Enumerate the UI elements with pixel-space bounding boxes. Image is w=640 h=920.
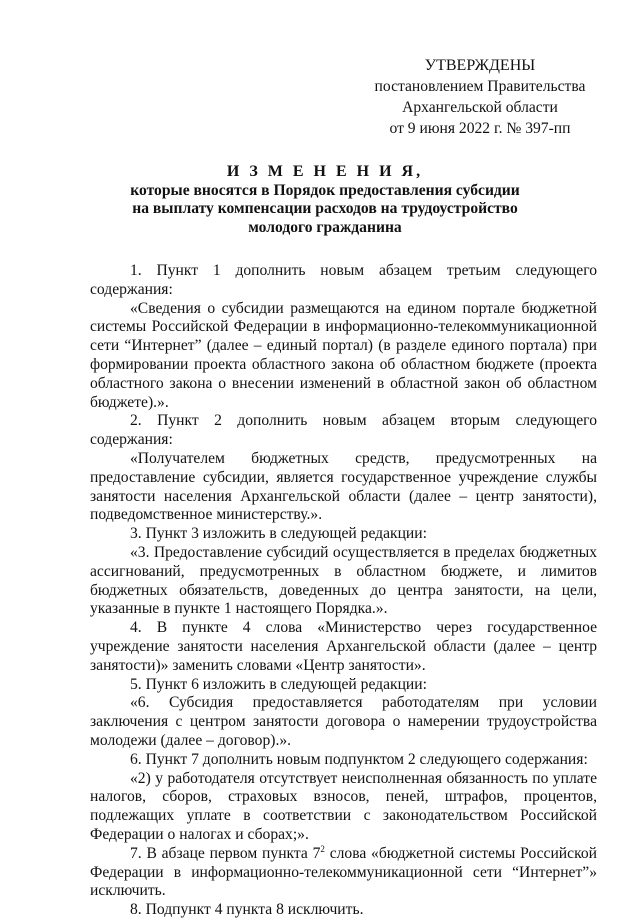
approval-date-line: от 9 июня 2022 г. № 397-пп [389,120,571,137]
paragraph: 8. Подпункт 4 пункта 8 исключить. [130,901,364,919]
paragraph: 2. Пункт 2 дополнить новым абзацем вторым следующего содержания: [90,412,597,449]
superscript: 2 [320,843,325,854]
paragraph: «Сведения о субсидии размещаются на едином портале бюджетной системы Российской Федерации в информационно-телекоммуникационной сети “Интернет” (далее – единый портал) (в разделе единого портала) при формировании проекта областного закона об областном бюджете (проекта областного закона о внесении изменений в областной закон об областном бюджете).». [90,299,597,411]
paragraph: 1. Пункт 1 дополнить новым абзацем третьим следующего содержания: [90,262,597,298]
paragraph: «Получателем бюджетных средств, предусмотренных на предоставление субсидии, является государственное учреждение службы занятости населения Архангельской области (далее – центр занятости), подведомственное министерству.». [90,449,597,524]
paragraph-7-start: 7. В абзаце первом пункта 7 [130,844,321,862]
paragraph: 3. Пункт 3 изложить в следующей редакции: [130,525,427,543]
title-line: на выплату компенсации расходов на трудоустройство [132,200,518,217]
document-body [90,262,597,920]
approval-heading: УТВЕРЖДЕНЫ [424,57,536,74]
paragraph: «6. Субсидия предоставляется работодателям при условии заключения с центром занятости договора о намерении трудоустройства молодежи (далее – договор).». [90,694,597,749]
approval-line: Архангельской области [402,99,558,116]
title-line: которые вносятся в Порядок предоставления субсидии [130,181,520,199]
document-title [90,163,560,237]
approval-stamp [360,55,600,139]
paragraph: 4. В пункте 4 слова «Министерство через государственное учреждение занятости населения Архангельской области (далее – центр занятости)» заменить словами «Центр занятости». [90,619,597,674]
approval-line: постановлением Правительства [374,78,586,95]
paragraph: 5. Пункт 6 изложить в следующей редакции: [130,675,427,693]
title-line: молодого гражданина [248,218,402,236]
title-heading: И З М Е Н Е Н И Я, [226,163,424,180]
paragraph-7 [90,845,597,901]
paragraph: 6. Пункт 7 дополнить новым подпунктом 2 следующего содержания: [130,750,588,768]
paragraph-7-end: слова «бюджетной системы Российской Федерации в информационно-телекоммуникационной сети “Интернет”» исключить. [90,844,598,900]
paragraph: «2) у работодателя отсутствует неисполненная обязанность по уплате налогов, сборов, страховых взносов, пеней, штрафов, процентов, подлежащих уплате в соответствии с законодательством Российской Федерации о налогах и сборах;». [90,769,597,843]
paragraph: «3. Предоставление субсидий осуществляется в пределах бюджетных ассигнований, предусмотренных в областном бюджете, и лимитов бюджетных обязательств, доведенных до центра занятости, на цели, указанные в пункте 1 настоящего Порядка.». [90,543,597,618]
